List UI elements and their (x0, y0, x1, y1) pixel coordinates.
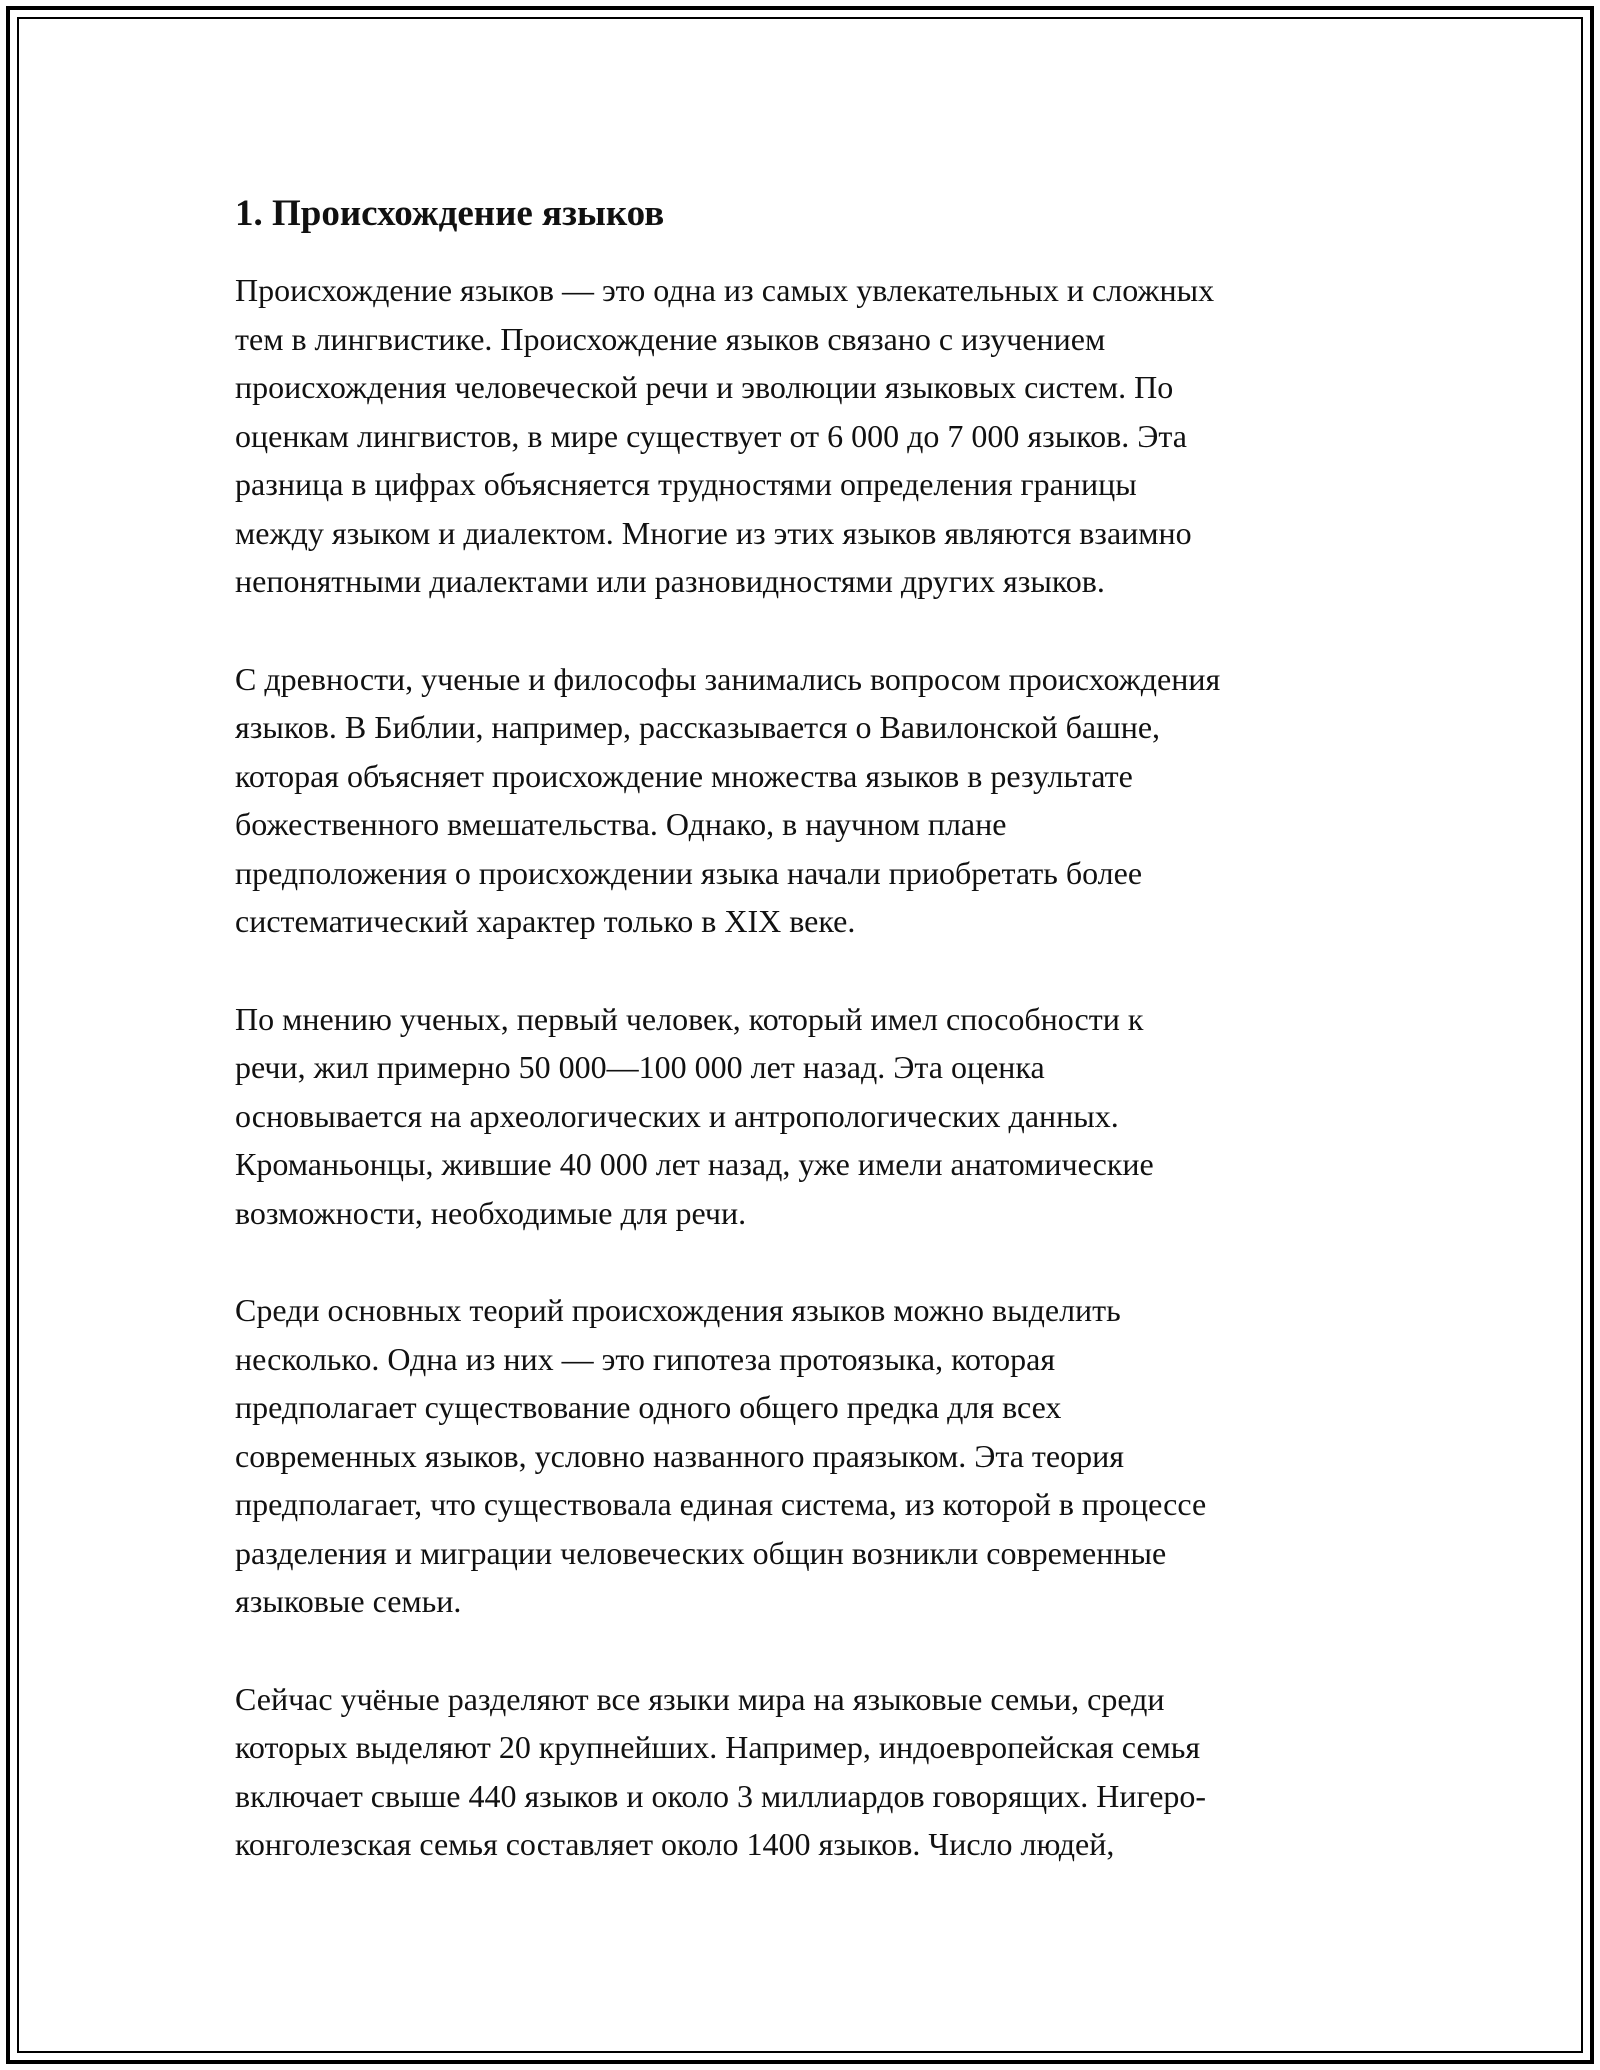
text-line: которых выделяют 20 крупнейших. Например, индоевропейская семья (235, 1729, 1201, 1765)
text-line: непонятными диалектами или разновидностями других языков. (235, 563, 1105, 599)
text-line: разница в цифрах объясняется трудностями определения границы (235, 466, 1137, 502)
paragraph-3 (235, 995, 1385, 1238)
text-line: происхождения человеческой речи и эволюции языковых систем. По (235, 369, 1174, 405)
text-line: божественного вмешательства. Однако, в научном плане (235, 806, 1007, 842)
text-line: речи, жил примерно 50 000—100 000 лет назад. Эта оценка (235, 1049, 1045, 1085)
text-line: Кроманьонцы, жившие 40 000 лет назад, уже имели анатомические (235, 1146, 1154, 1182)
paragraph-5 (235, 1675, 1385, 1869)
paragraph-4 (235, 1286, 1385, 1626)
text-line: основывается на археологических и антропологических данных. (235, 1097, 1119, 1134)
text-line: предполагает, что существовала единая система, из которой в процессе (235, 1486, 1207, 1522)
text-line: тем в лингвистике. Происхождение языков связано с изучением (235, 320, 1106, 357)
text-line: возможности, необходимые для речи. (235, 1194, 747, 1231)
text-line: предположения о происхождении языка начали приобретать более (235, 854, 1143, 891)
text-line: Среди основных теорий происхождения языков можно выделить (235, 1292, 1121, 1328)
text-line: которая объясняет происхождение множества языков в результате (235, 757, 1133, 794)
text-line: По мнению ученых, первый человек, который имел способности к (235, 1000, 1144, 1037)
text-line: несколько. Одна из них — это гипотеза протоязыка, которая (235, 1340, 1056, 1377)
text-line: между языком и диалектом. Многие из этих языков являются взаимно (235, 514, 1192, 551)
text-line: Сейчас учёные разделяют все языки мира на языковые семьи, среди (235, 1680, 1165, 1717)
text-line: С древности, ученые и философы занимались вопросом происхождения (235, 660, 1221, 697)
section-heading: 1. Происхождение языков (235, 193, 665, 234)
text-line: языков. В Библии, например, рассказывается о Вавилонской башне, (235, 709, 1161, 745)
text-line: конголезская семья составляет около 1400 языков. Число людей, (235, 1826, 1115, 1862)
paragraph-2 (235, 655, 1385, 946)
document-body (235, 190, 1385, 1918)
text-line: оценкам лингвистов, в мире существует от 6 000 до 7 000 языков. Эта (235, 417, 1187, 454)
paragraph-1 (235, 266, 1385, 606)
text-line: современных языков, условно названного праязыком. Эта теория (235, 1437, 1124, 1474)
text-line: систематический характер только в XIX веке. (235, 903, 856, 939)
text-line: включает свыше 440 языков и около 3 миллиардов говорящих. Нигеро- (235, 1777, 1207, 1814)
text-line: Происхождение языков — это одна из самых увлекательных и сложных (235, 272, 1215, 308)
text-line: предполагает существование одного общего предка для всех (235, 1389, 1062, 1425)
text-line: языковые семьи. (235, 1583, 462, 1619)
text-line: разделения и миграции человеческих общин возникли современные (235, 1534, 1167, 1571)
